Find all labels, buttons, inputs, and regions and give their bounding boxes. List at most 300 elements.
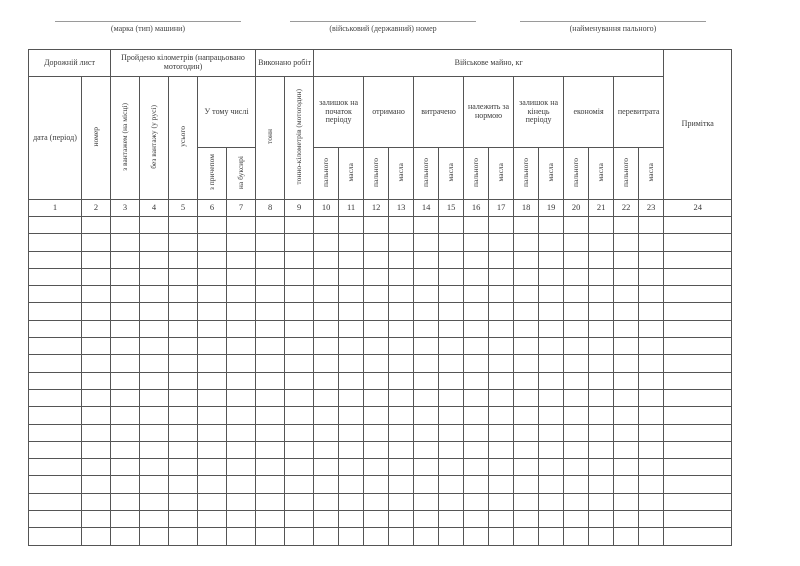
entry-cell[interactable] <box>414 338 439 355</box>
entry-cell[interactable] <box>589 389 614 406</box>
entry-cell[interactable] <box>256 389 285 406</box>
entry-cell[interactable] <box>364 303 389 320</box>
entry-cell[interactable] <box>614 234 639 251</box>
entry-cell[interactable] <box>639 303 664 320</box>
entry-cell[interactable] <box>439 441 464 458</box>
entry-cell[interactable] <box>29 476 82 493</box>
entry-cell[interactable] <box>111 493 140 510</box>
entry-cell[interactable] <box>414 372 439 389</box>
entry-cell[interactable] <box>414 511 439 528</box>
entry-cell[interactable] <box>539 528 564 545</box>
entry-cell[interactable] <box>414 251 439 268</box>
entry-cell[interactable] <box>339 303 364 320</box>
entry-cell[interactable] <box>29 217 82 234</box>
entry-cell[interactable] <box>82 303 111 320</box>
entry-cell[interactable] <box>314 493 339 510</box>
entry-cell[interactable] <box>82 528 111 545</box>
entry-cell[interactable] <box>464 511 489 528</box>
entry-cell[interactable] <box>140 268 169 285</box>
entry-cell[interactable] <box>539 424 564 441</box>
entry-cell[interactable] <box>169 251 198 268</box>
entry-cell[interactable] <box>285 217 314 234</box>
entry-cell[interactable] <box>539 286 564 303</box>
entry-cell[interactable] <box>414 355 439 372</box>
entry-cell[interactable] <box>439 389 464 406</box>
entry-cell[interactable] <box>29 528 82 545</box>
entry-cell[interactable] <box>439 528 464 545</box>
entry-cell[interactable] <box>514 355 539 372</box>
entry-cell[interactable] <box>339 217 364 234</box>
entry-cell[interactable] <box>589 424 614 441</box>
entry-cell[interactable] <box>29 372 82 389</box>
entry-cell[interactable] <box>564 389 589 406</box>
entry-cell[interactable] <box>256 459 285 476</box>
entry-cell[interactable] <box>639 217 664 234</box>
entry-cell[interactable] <box>314 424 339 441</box>
entry-cell[interactable] <box>439 424 464 441</box>
entry-cell[interactable] <box>227 303 256 320</box>
entry-cell[interactable] <box>227 217 256 234</box>
entry-cell[interactable] <box>227 493 256 510</box>
entry-cell[interactable] <box>389 424 414 441</box>
entry-cell[interactable] <box>169 303 198 320</box>
entry-cell[interactable] <box>389 268 414 285</box>
entry-cell[interactable] <box>227 459 256 476</box>
entry-cell[interactable] <box>169 424 198 441</box>
entry-cell[interactable] <box>589 286 614 303</box>
entry-cell[interactable] <box>439 320 464 337</box>
entry-cell[interactable] <box>439 303 464 320</box>
entry-cell[interactable] <box>539 407 564 424</box>
entry-cell[interactable] <box>227 424 256 441</box>
entry-cell[interactable] <box>285 234 314 251</box>
entry-cell[interactable] <box>140 441 169 458</box>
entry-cell[interactable] <box>389 389 414 406</box>
entry-cell[interactable] <box>169 286 198 303</box>
entry-cell[interactable] <box>29 407 82 424</box>
entry-cell[interactable] <box>614 286 639 303</box>
entry-cell[interactable] <box>639 268 664 285</box>
entry-cell[interactable] <box>664 286 732 303</box>
entry-cell[interactable] <box>614 528 639 545</box>
entry-cell[interactable] <box>614 459 639 476</box>
entry-cell[interactable] <box>464 355 489 372</box>
entry-cell[interactable] <box>489 493 514 510</box>
entry-cell[interactable] <box>198 407 227 424</box>
entry-cell[interactable] <box>140 217 169 234</box>
entry-cell[interactable] <box>664 459 732 476</box>
entry-cell[interactable] <box>111 234 140 251</box>
entry-cell[interactable] <box>227 355 256 372</box>
entry-cell[interactable] <box>111 389 140 406</box>
entry-cell[interactable] <box>539 372 564 389</box>
entry-cell[interactable] <box>439 372 464 389</box>
entry-cell[interactable] <box>82 286 111 303</box>
entry-cell[interactable] <box>589 372 614 389</box>
entry-cell[interactable] <box>82 424 111 441</box>
entry-cell[interactable] <box>414 320 439 337</box>
entry-cell[interactable] <box>589 251 614 268</box>
entry-cell[interactable] <box>364 407 389 424</box>
entry-cell[interactable] <box>314 511 339 528</box>
entry-cell[interactable] <box>198 286 227 303</box>
entry-cell[interactable] <box>639 493 664 510</box>
entry-cell[interactable] <box>514 511 539 528</box>
entry-cell[interactable] <box>82 476 111 493</box>
entry-cell[interactable] <box>614 424 639 441</box>
entry-cell[interactable] <box>169 338 198 355</box>
entry-cell[interactable] <box>285 286 314 303</box>
entry-cell[interactable] <box>285 441 314 458</box>
entry-cell[interactable] <box>256 511 285 528</box>
entry-cell[interactable] <box>314 372 339 389</box>
entry-cell[interactable] <box>614 511 639 528</box>
entry-cell[interactable] <box>82 372 111 389</box>
entry-cell[interactable] <box>389 407 414 424</box>
entry-cell[interactable] <box>489 355 514 372</box>
entry-cell[interactable] <box>439 268 464 285</box>
entry-cell[interactable] <box>364 441 389 458</box>
entry-cell[interactable] <box>439 407 464 424</box>
entry-cell[interactable] <box>82 234 111 251</box>
entry-cell[interactable] <box>389 320 414 337</box>
entry-cell[interactable] <box>464 372 489 389</box>
entry-cell[interactable] <box>227 320 256 337</box>
entry-cell[interactable] <box>464 407 489 424</box>
entry-cell[interactable] <box>464 459 489 476</box>
entry-cell[interactable] <box>564 338 589 355</box>
entry-cell[interactable] <box>111 528 140 545</box>
entry-cell[interactable] <box>140 338 169 355</box>
entry-cell[interactable] <box>140 407 169 424</box>
entry-cell[interactable] <box>339 234 364 251</box>
entry-cell[interactable] <box>564 528 589 545</box>
entry-cell[interactable] <box>364 286 389 303</box>
entry-cell[interactable] <box>285 338 314 355</box>
entry-cell[interactable] <box>539 217 564 234</box>
entry-cell[interactable] <box>198 441 227 458</box>
entry-cell[interactable] <box>364 459 389 476</box>
entry-cell[interactable] <box>389 217 414 234</box>
entry-cell[interactable] <box>414 268 439 285</box>
entry-cell[interactable] <box>389 303 414 320</box>
entry-cell[interactable] <box>664 476 732 493</box>
entry-cell[interactable] <box>539 320 564 337</box>
entry-cell[interactable] <box>389 251 414 268</box>
entry-cell[interactable] <box>664 338 732 355</box>
entry-cell[interactable] <box>414 407 439 424</box>
entry-cell[interactable] <box>285 424 314 441</box>
entry-cell[interactable] <box>111 476 140 493</box>
entry-cell[interactable] <box>364 217 389 234</box>
entry-cell[interactable] <box>111 511 140 528</box>
entry-cell[interactable] <box>140 286 169 303</box>
entry-cell[interactable] <box>614 303 639 320</box>
entry-cell[interactable] <box>169 528 198 545</box>
entry-cell[interactable] <box>111 268 140 285</box>
entry-cell[interactable] <box>111 217 140 234</box>
entry-cell[interactable] <box>564 355 589 372</box>
entry-cell[interactable] <box>227 268 256 285</box>
entry-cell[interactable] <box>614 389 639 406</box>
entry-cell[interactable] <box>169 355 198 372</box>
entry-cell[interactable] <box>339 407 364 424</box>
entry-cell[interactable] <box>29 511 82 528</box>
entry-cell[interactable] <box>664 511 732 528</box>
entry-cell[interactable] <box>539 441 564 458</box>
entry-cell[interactable] <box>227 441 256 458</box>
entry-cell[interactable] <box>198 493 227 510</box>
entry-cell[interactable] <box>339 286 364 303</box>
entry-cell[interactable] <box>29 303 82 320</box>
entry-cell[interactable] <box>227 407 256 424</box>
entry-cell[interactable] <box>489 320 514 337</box>
entry-cell[interactable] <box>314 441 339 458</box>
entry-cell[interactable] <box>29 441 82 458</box>
entry-cell[interactable] <box>82 459 111 476</box>
entry-cell[interactable] <box>82 441 111 458</box>
entry-cell[interactable] <box>364 355 389 372</box>
entry-cell[interactable] <box>489 372 514 389</box>
entry-cell[interactable] <box>639 372 664 389</box>
entry-cell[interactable] <box>589 217 614 234</box>
entry-cell[interactable] <box>256 355 285 372</box>
entry-cell[interactable] <box>140 424 169 441</box>
entry-cell[interactable] <box>169 511 198 528</box>
entry-cell[interactable] <box>111 303 140 320</box>
entry-cell[interactable] <box>389 286 414 303</box>
entry-cell[interactable] <box>389 493 414 510</box>
entry-cell[interactable] <box>539 268 564 285</box>
entry-cell[interactable] <box>539 251 564 268</box>
entry-cell[interactable] <box>198 476 227 493</box>
entry-cell[interactable] <box>639 407 664 424</box>
entry-cell[interactable] <box>664 355 732 372</box>
entry-cell[interactable] <box>614 476 639 493</box>
entry-cell[interactable] <box>169 493 198 510</box>
entry-cell[interactable] <box>639 286 664 303</box>
entry-cell[interactable] <box>314 320 339 337</box>
entry-cell[interactable] <box>539 511 564 528</box>
entry-cell[interactable] <box>256 268 285 285</box>
entry-cell[interactable] <box>414 441 439 458</box>
entry-cell[interactable] <box>256 338 285 355</box>
entry-cell[interactable] <box>364 528 389 545</box>
entry-cell[interactable] <box>514 459 539 476</box>
entry-cell[interactable] <box>169 407 198 424</box>
entry-cell[interactable] <box>285 511 314 528</box>
entry-cell[interactable] <box>198 511 227 528</box>
entry-cell[interactable] <box>364 389 389 406</box>
entry-cell[interactable] <box>589 355 614 372</box>
entry-cell[interactable] <box>198 268 227 285</box>
entry-cell[interactable] <box>414 217 439 234</box>
entry-cell[interactable] <box>169 389 198 406</box>
entry-cell[interactable] <box>564 424 589 441</box>
entry-cell[interactable] <box>539 338 564 355</box>
entry-cell[interactable] <box>285 476 314 493</box>
entry-cell[interactable] <box>227 476 256 493</box>
entry-cell[interactable] <box>589 320 614 337</box>
entry-cell[interactable] <box>256 320 285 337</box>
entry-cell[interactable] <box>29 234 82 251</box>
entry-cell[interactable] <box>489 303 514 320</box>
entry-cell[interactable] <box>439 286 464 303</box>
entry-cell[interactable] <box>198 459 227 476</box>
entry-cell[interactable] <box>664 320 732 337</box>
entry-cell[interactable] <box>111 459 140 476</box>
entry-cell[interactable] <box>414 493 439 510</box>
entry-cell[interactable] <box>140 355 169 372</box>
entry-cell[interactable] <box>314 234 339 251</box>
entry-cell[interactable] <box>564 407 589 424</box>
entry-cell[interactable] <box>664 441 732 458</box>
entry-cell[interactable] <box>564 286 589 303</box>
entry-cell[interactable] <box>639 338 664 355</box>
entry-cell[interactable] <box>439 251 464 268</box>
entry-cell[interactable] <box>639 476 664 493</box>
entry-cell[interactable] <box>539 389 564 406</box>
entry-cell[interactable] <box>314 268 339 285</box>
entry-cell[interactable] <box>111 372 140 389</box>
entry-cell[interactable] <box>514 338 539 355</box>
entry-cell[interactable] <box>514 407 539 424</box>
entry-cell[interactable] <box>198 528 227 545</box>
entry-cell[interactable] <box>339 355 364 372</box>
entry-cell[interactable] <box>439 234 464 251</box>
entry-cell[interactable] <box>256 424 285 441</box>
entry-cell[interactable] <box>589 476 614 493</box>
entry-cell[interactable] <box>111 251 140 268</box>
entry-cell[interactable] <box>256 441 285 458</box>
entry-cell[interactable] <box>285 459 314 476</box>
entry-cell[interactable] <box>514 251 539 268</box>
entry-cell[interactable] <box>514 234 539 251</box>
entry-cell[interactable] <box>489 441 514 458</box>
entry-cell[interactable] <box>639 320 664 337</box>
entry-cell[interactable] <box>414 234 439 251</box>
entry-cell[interactable] <box>539 476 564 493</box>
entry-cell[interactable] <box>82 355 111 372</box>
entry-cell[interactable] <box>464 528 489 545</box>
entry-cell[interactable] <box>514 286 539 303</box>
entry-cell[interactable] <box>29 251 82 268</box>
entry-cell[interactable] <box>489 511 514 528</box>
entry-cell[interactable] <box>564 476 589 493</box>
entry-cell[interactable] <box>614 441 639 458</box>
entry-cell[interactable] <box>314 303 339 320</box>
entry-cell[interactable] <box>414 286 439 303</box>
entry-cell[interactable] <box>339 338 364 355</box>
entry-cell[interactable] <box>29 355 82 372</box>
entry-cell[interactable] <box>140 476 169 493</box>
entry-cell[interactable] <box>227 234 256 251</box>
entry-cell[interactable] <box>339 251 364 268</box>
entry-cell[interactable] <box>514 320 539 337</box>
entry-cell[interactable] <box>439 217 464 234</box>
entry-cell[interactable] <box>198 372 227 389</box>
entry-cell[interactable] <box>140 459 169 476</box>
entry-cell[interactable] <box>564 303 589 320</box>
entry-cell[interactable] <box>285 389 314 406</box>
entry-cell[interactable] <box>227 528 256 545</box>
entry-cell[interactable] <box>389 355 414 372</box>
entry-cell[interactable] <box>489 407 514 424</box>
entry-cell[interactable] <box>140 303 169 320</box>
entry-cell[interactable] <box>314 217 339 234</box>
entry-cell[interactable] <box>227 389 256 406</box>
entry-cell[interactable] <box>169 217 198 234</box>
entry-cell[interactable] <box>82 389 111 406</box>
entry-cell[interactable] <box>285 355 314 372</box>
entry-cell[interactable] <box>639 424 664 441</box>
entry-cell[interactable] <box>389 234 414 251</box>
entry-cell[interactable] <box>227 338 256 355</box>
entry-cell[interactable] <box>389 441 414 458</box>
entry-cell[interactable] <box>589 407 614 424</box>
entry-cell[interactable] <box>198 234 227 251</box>
entry-cell[interactable] <box>489 234 514 251</box>
entry-cell[interactable] <box>514 303 539 320</box>
entry-cell[interactable] <box>639 355 664 372</box>
entry-cell[interactable] <box>339 511 364 528</box>
entry-cell[interactable] <box>464 441 489 458</box>
entry-cell[interactable] <box>664 234 732 251</box>
entry-cell[interactable] <box>82 511 111 528</box>
entry-cell[interactable] <box>489 459 514 476</box>
entry-cell[interactable] <box>339 493 364 510</box>
entry-cell[interactable] <box>464 338 489 355</box>
entry-cell[interactable] <box>111 320 140 337</box>
entry-cell[interactable] <box>198 251 227 268</box>
entry-cell[interactable] <box>82 268 111 285</box>
entry-cell[interactable] <box>169 372 198 389</box>
entry-cell[interactable] <box>198 303 227 320</box>
entry-cell[interactable] <box>514 476 539 493</box>
entry-cell[interactable] <box>539 459 564 476</box>
entry-cell[interactable] <box>439 476 464 493</box>
entry-cell[interactable] <box>414 459 439 476</box>
entry-cell[interactable] <box>414 476 439 493</box>
entry-cell[interactable] <box>564 268 589 285</box>
entry-cell[interactable] <box>614 251 639 268</box>
entry-cell[interactable] <box>489 251 514 268</box>
entry-cell[interactable] <box>564 217 589 234</box>
entry-cell[interactable] <box>639 441 664 458</box>
entry-cell[interactable] <box>539 355 564 372</box>
entry-cell[interactable] <box>589 459 614 476</box>
entry-cell[interactable] <box>314 286 339 303</box>
entry-cell[interactable] <box>489 424 514 441</box>
entry-cell[interactable] <box>256 476 285 493</box>
entry-cell[interactable] <box>464 424 489 441</box>
entry-cell[interactable] <box>227 286 256 303</box>
entry-cell[interactable] <box>589 268 614 285</box>
entry-cell[interactable] <box>639 389 664 406</box>
entry-cell[interactable] <box>514 441 539 458</box>
entry-cell[interactable] <box>364 268 389 285</box>
entry-cell[interactable] <box>439 338 464 355</box>
entry-cell[interactable] <box>169 320 198 337</box>
entry-cell[interactable] <box>539 493 564 510</box>
entry-cell[interactable] <box>664 407 732 424</box>
entry-cell[interactable] <box>198 338 227 355</box>
entry-cell[interactable] <box>614 372 639 389</box>
entry-cell[interactable] <box>111 286 140 303</box>
entry-cell[interactable] <box>389 476 414 493</box>
entry-cell[interactable] <box>639 459 664 476</box>
entry-cell[interactable] <box>564 459 589 476</box>
